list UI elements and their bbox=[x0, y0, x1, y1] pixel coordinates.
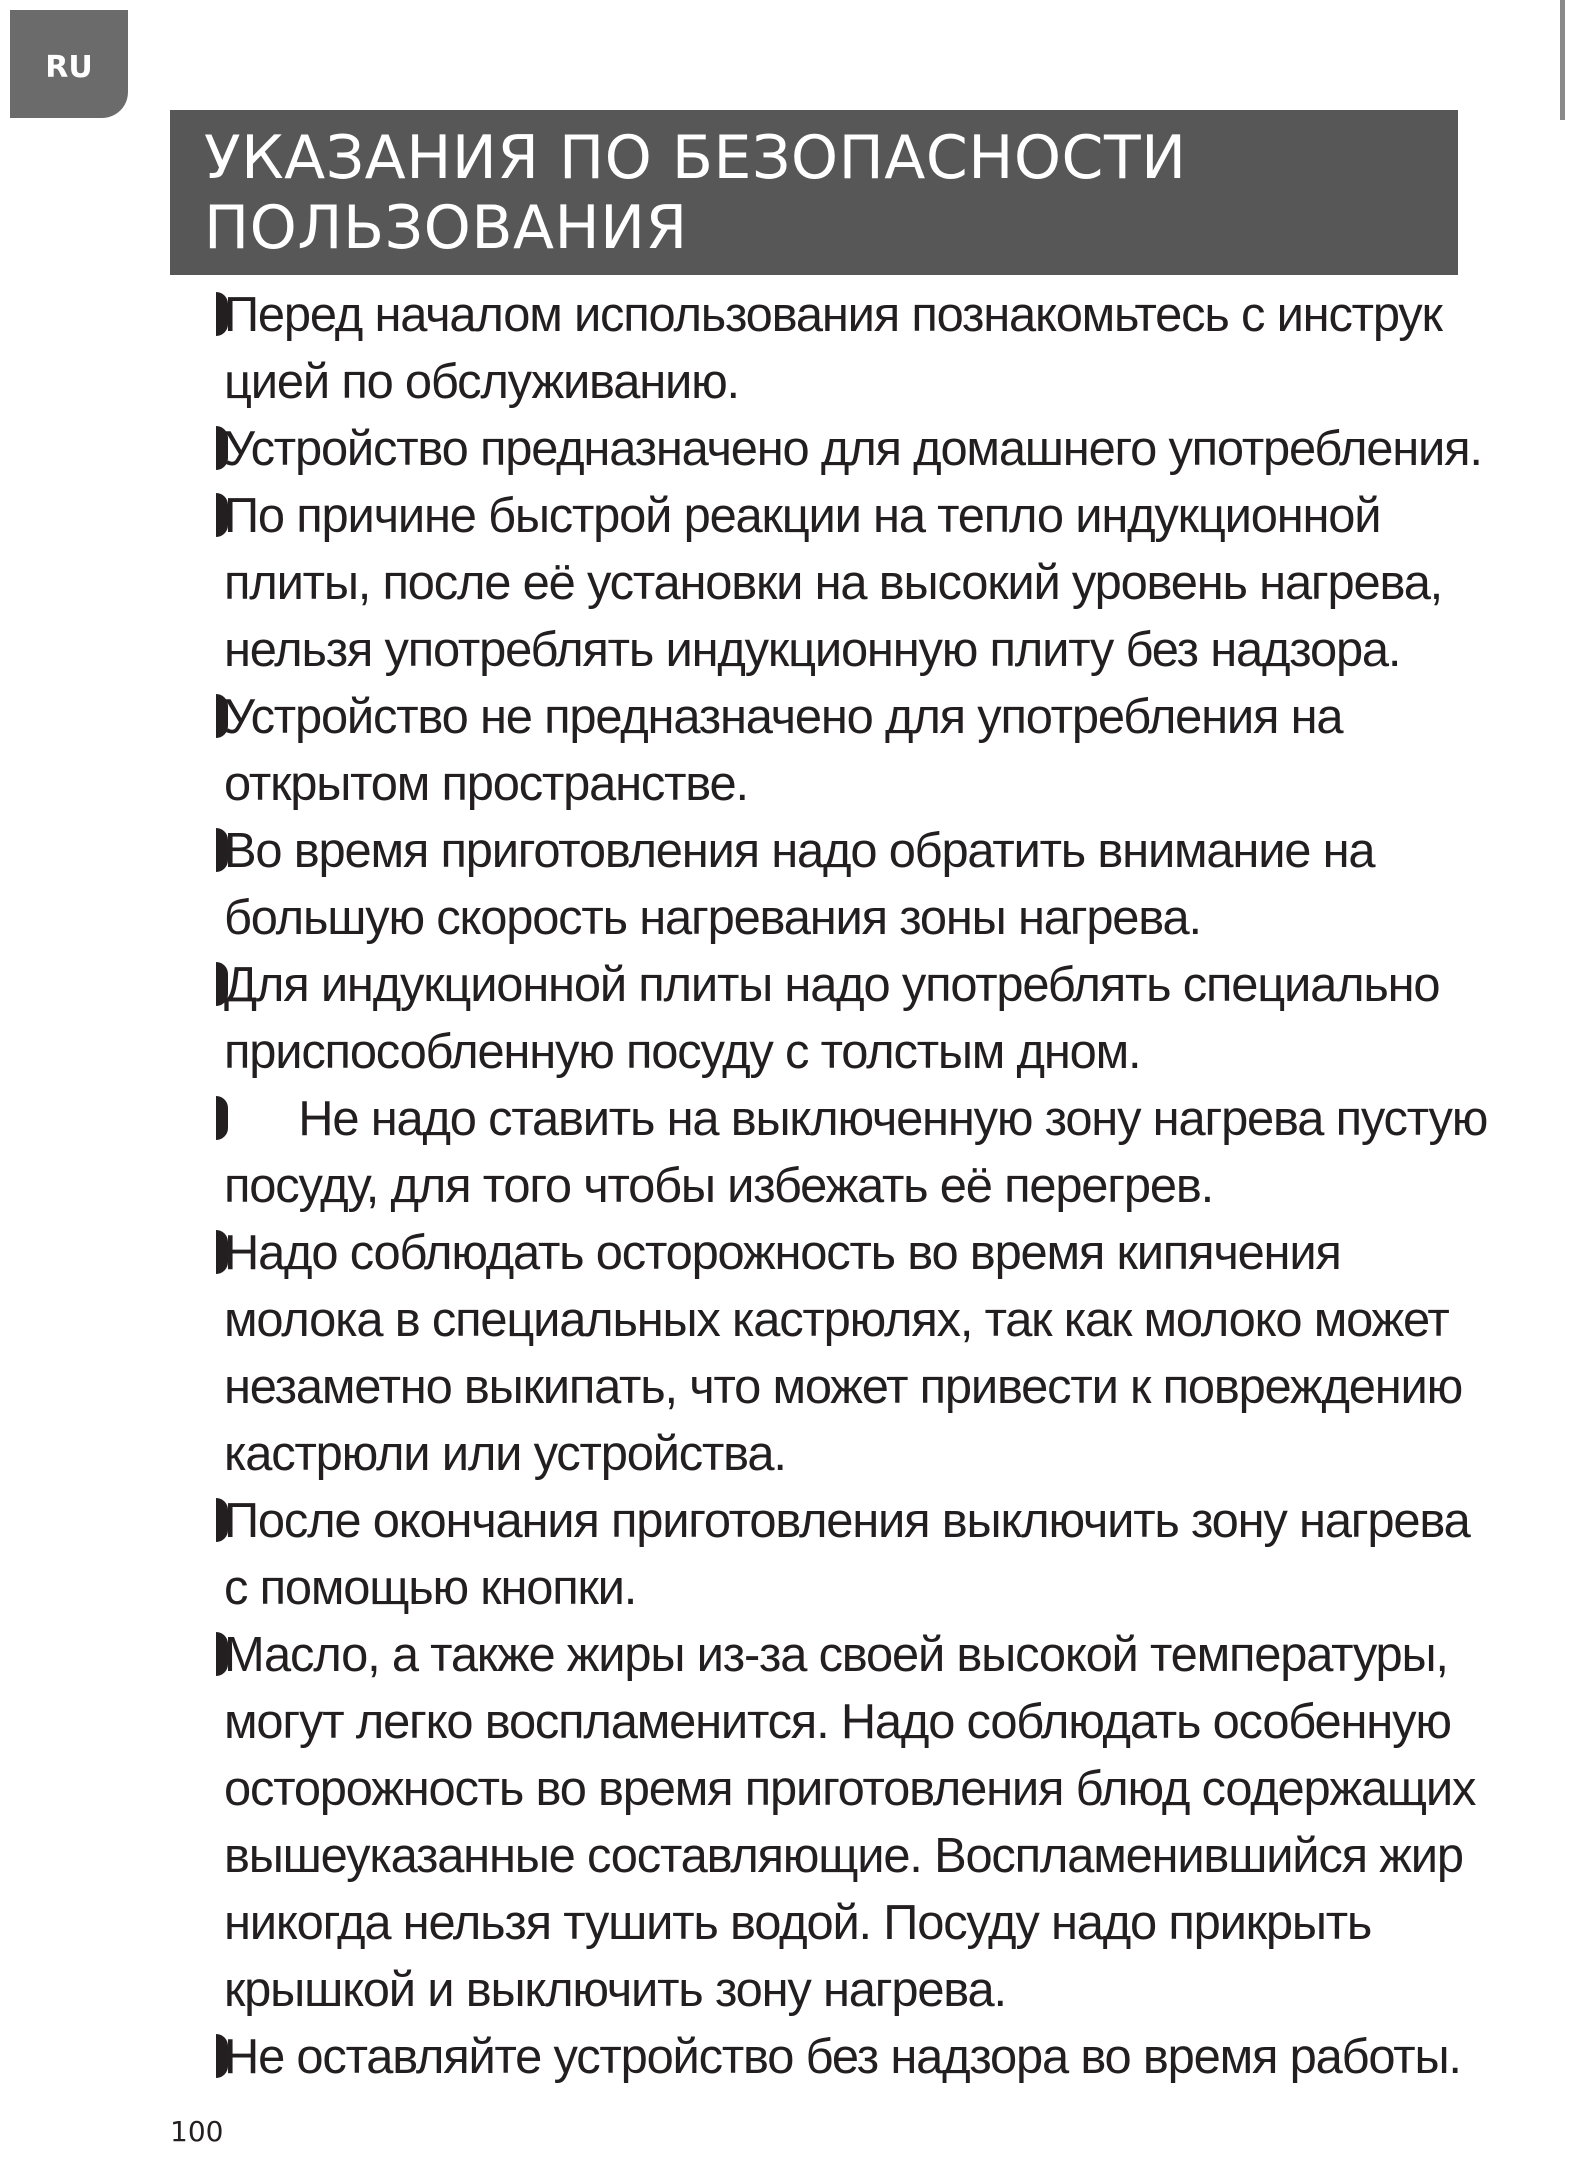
list-item-line: Устройство не предназначено для употребления на bbox=[224, 690, 1343, 744]
list-item bbox=[218, 1488, 1563, 1622]
section-title-line-2: ПОЛЬЗОВАНИЯ bbox=[204, 192, 688, 263]
list-item-line: посуду, для того чтобы избежать её перегрев. bbox=[224, 1159, 1213, 1213]
list-item-line: нельзя употреблять индукционную плиту без надзора. bbox=[224, 623, 1401, 677]
list-item-line: Во время приготовления надо обратить внимание на bbox=[224, 824, 1375, 878]
list-item bbox=[218, 684, 1563, 818]
list-item bbox=[218, 1086, 1563, 1220]
language-tab: RU bbox=[10, 10, 128, 118]
list-item-line: После окончания приготовления выключить зону нагрева bbox=[224, 1494, 1470, 1548]
list-item-line: приспособленную посуду с толстым дном. bbox=[224, 1025, 1141, 1079]
list-item-line: с помощью кнопки. bbox=[224, 1561, 637, 1615]
list-item bbox=[218, 483, 1563, 684]
list-item-line: плиты, после её установки на высокий уровень нагрева, bbox=[224, 556, 1443, 610]
list-item-line: незаметно выкипать, что может привести к повреждению bbox=[224, 1360, 1463, 1414]
list-item-line: открытом пространстве. bbox=[224, 757, 748, 811]
list-item-line: крышкой и выключить зону нагрева. bbox=[224, 1963, 1006, 2017]
list-item bbox=[218, 1622, 1563, 2024]
list-item-line: Для индукционной плиты надо употреблять специально bbox=[224, 958, 1440, 1012]
list-item-line: Надо соблюдать осторожность во время кипячения bbox=[224, 1226, 1341, 1280]
list-item-line: По причине быстрой реакции на тепло индукционной bbox=[224, 489, 1381, 543]
list-item-line: большую скорость нагревания зоны нагрева. bbox=[224, 891, 1201, 945]
list-item-line: вышеуказанные составляющие. Воспламенившийся жир bbox=[224, 1829, 1463, 1883]
list-item-line: осторожность во время приготовления блюд содержащих bbox=[224, 1762, 1476, 1816]
safety-instructions-list bbox=[218, 282, 1563, 2091]
list-item-line: Устройство предназначено для домашнего употребления. bbox=[224, 422, 1482, 476]
list-item-line: Масло, а также жиры из-за своей высокой температуры, bbox=[224, 1628, 1448, 1682]
list-item-line: молока в специальных кастрюлях, так как молоко может bbox=[224, 1293, 1449, 1347]
list-item bbox=[218, 2024, 1563, 2091]
list-item bbox=[218, 416, 1563, 483]
page-edge-mark bbox=[1560, 0, 1565, 120]
list-item-line: могут легко воспламенится. Надо соблюдать особенную bbox=[224, 1695, 1451, 1749]
list-item bbox=[218, 1220, 1563, 1488]
list-item-line: Не надо ставить на выключенную зону нагрева пустую bbox=[224, 1092, 1488, 1146]
section-title-bar bbox=[170, 110, 1458, 275]
list-item bbox=[218, 952, 1563, 1086]
page-number: 100 bbox=[170, 2115, 224, 2148]
list-item-line: никогда нельзя тушить водой. Посуду надо прикрыть bbox=[224, 1896, 1372, 1950]
list-item-line: кастрюли или устройства. bbox=[224, 1427, 786, 1481]
list-item bbox=[218, 818, 1563, 952]
section-title-line-1: УКАЗАНИЯ ПО БЕЗОПАСНОСТИ bbox=[204, 122, 1187, 193]
list-item-line: Не оставляйте устройство без надзора во время работы. bbox=[224, 2030, 1461, 2084]
list-item-line: цией по обслуживанию. bbox=[224, 355, 739, 409]
list-item bbox=[218, 282, 1563, 416]
list-item-line: Перед началом использования познакомьтесь с инструк bbox=[224, 288, 1442, 342]
